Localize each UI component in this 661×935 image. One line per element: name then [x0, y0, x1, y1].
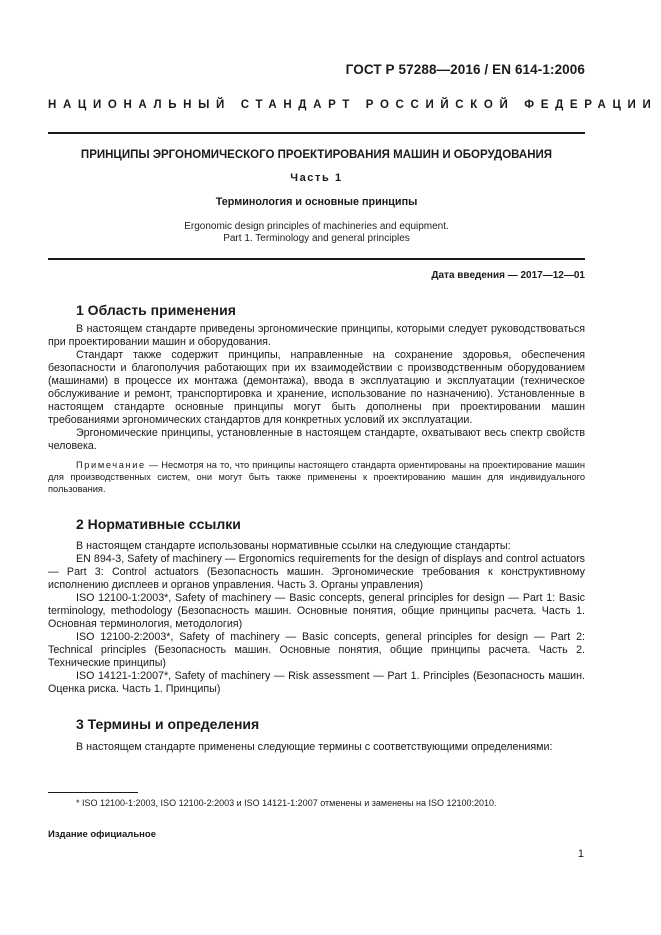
- section-3-body: [48, 741, 585, 754]
- footnote: * ISO 12100-1:2003, ISO 12100-2:2003 и ISO 14121-1:2007 отменены и заменены на ISO 12100:2010.: [76, 798, 497, 808]
- reference-item: ISO 12100-1:2003*, Safety of machinery — Basic concepts, general principles for design — Part 1: Basic terminology, methodology (Безопасность машин. Основные понятия, общие принципы расчета. Часть 1. Основная терминология, методология): [48, 592, 585, 630]
- reference-item: ISO 12100-2:2003*, Safety of machinery — Basic concepts, general principles for design — Part 2: Technical principles (Безопасность машин. Основные понятия, общие принципы расчета. Часть 2. Технические принципы): [48, 631, 585, 669]
- paragraph: В настоящем стандарте использованы нормативные ссылки на следующие стандарты:: [76, 540, 511, 552]
- introduction-date: Дата введения — 2017—12—01: [431, 270, 585, 281]
- paragraph: Эргономические принципы, установленные в настоящем стандарте, охватывают весь спектр свойств человека.: [48, 427, 585, 452]
- note: [48, 459, 585, 495]
- national-standard-banner: НАЦИОНАЛЬНЫЙ СТАНДАРТ РОССИЙСКОЙ ФЕДЕРАЦИИ: [48, 99, 658, 111]
- paragraph: В настоящем стандарте применены следующие термины с соответствующими определениями:: [76, 741, 553, 753]
- section-3-heading: 3 Термины и определения: [76, 716, 260, 732]
- paragraph: В настоящем стандарте приведены эргономические принципы, которыми следует руководствоваться при проектировании машин и оборудования.: [48, 323, 585, 348]
- page-number: 1: [577, 848, 584, 860]
- section-2-heading: 2 Нормативные ссылки: [76, 516, 241, 532]
- footnote-separator: [48, 792, 138, 793]
- top-rule: [48, 132, 585, 134]
- edition-label: Издание официальное: [48, 829, 156, 840]
- note-label: Примечание: [76, 460, 146, 470]
- section-1-body: [48, 323, 585, 495]
- english-title: [48, 221, 585, 245]
- note-text: — Несмотря на то, что принципы настоящего стандарта ориентированы на проектирование машин для производственных систем, они могут быть также применены к проектированию машин для индивидуального пользования.: [48, 460, 585, 494]
- english-title-line-1: Ergonomic design principles of machineries and equipment.: [184, 221, 449, 232]
- section-2-body: [48, 540, 585, 696]
- document-title: ПРИНЦИПЫ ЭРГОНОМИЧЕСКОГО ПРОЕКТИРОВАНИЯ МАШИН И ОБОРУДОВАНИЯ: [80, 149, 553, 161]
- section-1-heading: 1 Область применения: [76, 302, 236, 318]
- part-label: Часть 1: [290, 172, 343, 184]
- reference-item: EN 894-3, Safety of machinery — Ergonomics requirements for the design of displays and control actuators — Part 3: Control actuators (Безопасность машин. Эргономические требования к конструктивному исполнению дисплеев и органов управления. Часть 3. Органы управления): [48, 553, 585, 591]
- standard-code: ГОСТ Р 57288—2016 / EN 614-1:2006: [345, 62, 585, 77]
- paragraph: Стандарт также содержит принципы, направленные на сохранение здоровья, обеспечения безопасности и благополучия работающих при их взаимодействии с производственным оборудованием (машинами) в процессе их монтажа (демонтажа), ввода в эксплуатацию и эксплуатации (техническое обслуживание и ремонт, транспортировка и хранение, использование по назначению). Установленные в настоящем стандарте основные принципы могут быть дополнены при проектировании машин требованиями эргономических стандартов для конкретных условий их эксплуатации.: [48, 349, 585, 426]
- title-bottom-rule: [48, 258, 585, 260]
- english-title-line-2: Part 1. Terminology and general principles: [223, 233, 410, 244]
- document-subtitle: Терминология и основные принципы: [215, 196, 418, 208]
- reference-item: ISO 14121-1:2007*, Safety of machinery — Risk assessment — Part 1. Principles (Безопасность машин. Оценка риска. Часть 1. Принципы): [48, 670, 585, 695]
